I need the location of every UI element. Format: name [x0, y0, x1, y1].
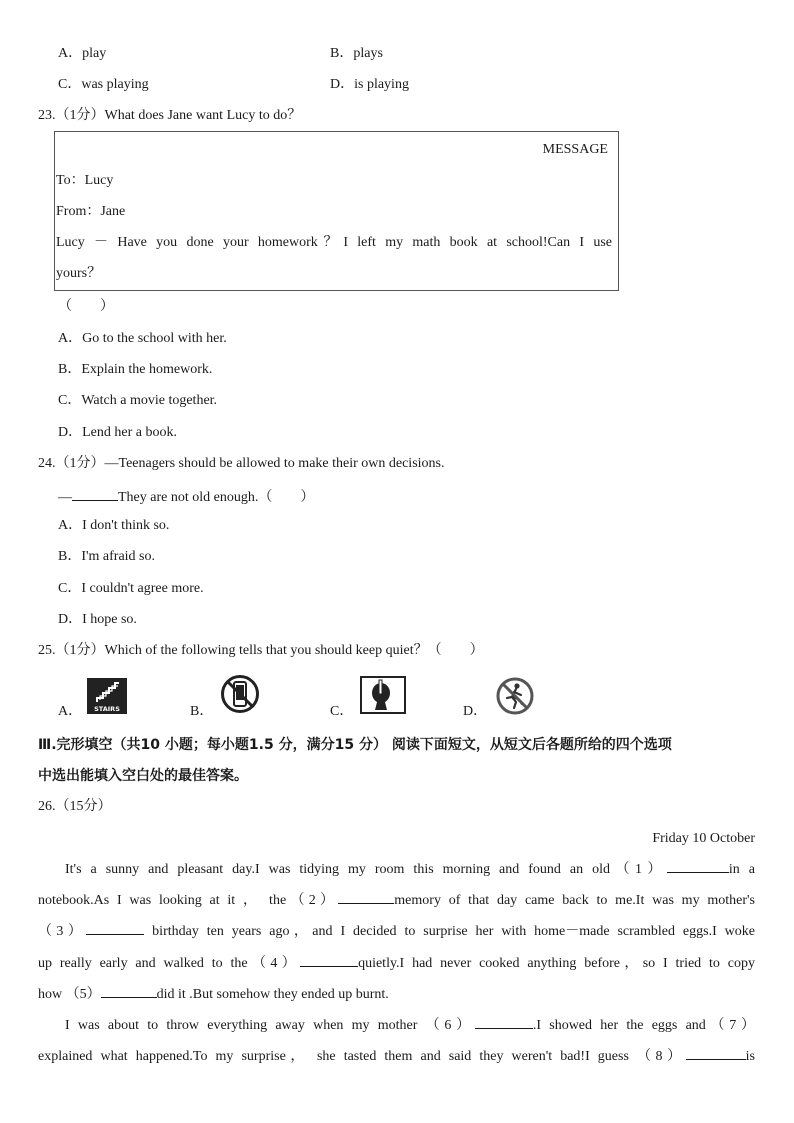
message-from: From：Jane: [56, 204, 126, 219]
passage-text: in a: [728, 862, 756, 877]
q25-label-b: B．: [190, 704, 214, 719]
q23-option-c: C．Watch a movie together.: [58, 393, 218, 408]
passage-text: up really early and walked to the（4）: [38, 955, 301, 971]
q24-blank[interactable]: [72, 486, 118, 501]
q24-option-c: C．I couldn't agree more.: [58, 581, 204, 596]
blank-5[interactable]: [101, 983, 157, 998]
q24-option-d: D．I hope so.: [58, 612, 137, 627]
blank-3[interactable]: [86, 920, 144, 935]
section3-heading-line2: 中选出能填入空白处的最佳答案。: [38, 768, 248, 784]
passage-line: [38, 916, 755, 947]
passage-text: I was about to throw everything away when my mother （6）: [65, 1018, 475, 1033]
passage-text: It's a sunny and pleasant day.I was tidying my room this morning and found an old（1）: [65, 862, 667, 877]
q24-reply: [58, 486, 314, 507]
message-body-line1: Lucy － Have you done your homework？I left my math book at school!Can I use: [56, 235, 612, 250]
message-box: [54, 131, 619, 291]
blank-2[interactable]: [338, 889, 394, 904]
blank-4[interactable]: [300, 952, 358, 967]
q26-stem: 26.（15分）: [38, 799, 112, 814]
q23-option-b: B．Explain the homework.: [58, 362, 213, 377]
q23-answer-paren: （ ）: [58, 299, 114, 314]
passage-text: how （5）: [38, 986, 101, 1002]
q24-reply-prefix: —: [58, 490, 72, 505]
q22-option-a: A．play: [58, 46, 107, 61]
passage-line: [38, 948, 755, 979]
q23-stem: 23.（1分）What does Jane want Lucy to do？: [38, 108, 302, 123]
passage-text: notebook.As I was looking at it ， the（2）: [38, 893, 339, 909]
q24-reply-suffix: They are not old enough.（ ）: [118, 490, 315, 505]
q24-option-a: A．I don't think so.: [58, 518, 170, 533]
passage-text: is: [745, 1049, 755, 1065]
q22-option-d: D．is playing: [330, 77, 409, 92]
q23-option-a: A．Go to the school with her.: [58, 331, 227, 346]
message-title: MESSAGE: [542, 142, 608, 157]
blank-6[interactable]: [475, 1014, 533, 1029]
q25-stem: 25.（1分）Which of the following tells that you should keep quiet？（ ）: [38, 643, 484, 658]
q22-option-c: C．was playing: [58, 77, 149, 92]
blank-1[interactable]: [667, 858, 729, 873]
diary-date: Friday 10 October: [652, 831, 755, 846]
passage-line: [38, 979, 755, 1010]
q25-label-c: C．: [330, 704, 354, 719]
message-to: To：Lucy: [56, 173, 114, 188]
passage-line: [38, 1010, 755, 1041]
passage-paragraph-1: [38, 854, 755, 1010]
passage-text: explained what happened.To my surprise， she tasted them and said they weren't bad!I guess （8）: [38, 1049, 686, 1065]
passage-line: [38, 885, 755, 916]
passage-text: did it .But somehow they ended up burnt.: [156, 986, 389, 1002]
passage-line: [38, 854, 755, 885]
no-running-sign-icon: [495, 676, 535, 716]
blank-8[interactable]: [686, 1045, 746, 1060]
no-phone-sign-icon: [220, 674, 260, 714]
passage-text: birthday ten years ago，and I decided to surprise her with home－made scrambled eggs.I woke: [144, 924, 756, 940]
passage-text: .I showed her the eggs and（7）: [532, 1018, 755, 1033]
q24-option-b: B．I'm afraid so.: [58, 549, 156, 564]
passage-paragraph-2: [38, 1010, 755, 1072]
q25-label-a: A．: [58, 704, 83, 719]
q25-label-d: D．: [463, 704, 488, 719]
stairs-sign-icon: [87, 678, 127, 714]
q24-stem: 24.（1分）—Teenagers should be allowed to make their own decisions.: [38, 456, 445, 471]
passage-line: [38, 1041, 755, 1072]
section3-heading-line1: Ⅲ.完形填空（共10 小题；每小题1.5 分，满分15 分） 阅读下面短文，从短文后各题所给的四个选项: [38, 737, 672, 753]
q23-option-d: D．Lend her a book.: [58, 425, 177, 440]
message-body-line2: yours？: [56, 266, 102, 281]
stairs-sign-text: STAIRS: [94, 705, 120, 713]
passage-text: quietly.I had never cooked anything before，so I tried to copy: [358, 955, 756, 971]
passage-text: memory of that day came back to me.It was my mother's: [394, 893, 755, 909]
q22-option-b: B．plays: [330, 46, 383, 61]
passage-text: （3）: [38, 924, 87, 940]
keep-quiet-sign-icon: [360, 676, 406, 714]
